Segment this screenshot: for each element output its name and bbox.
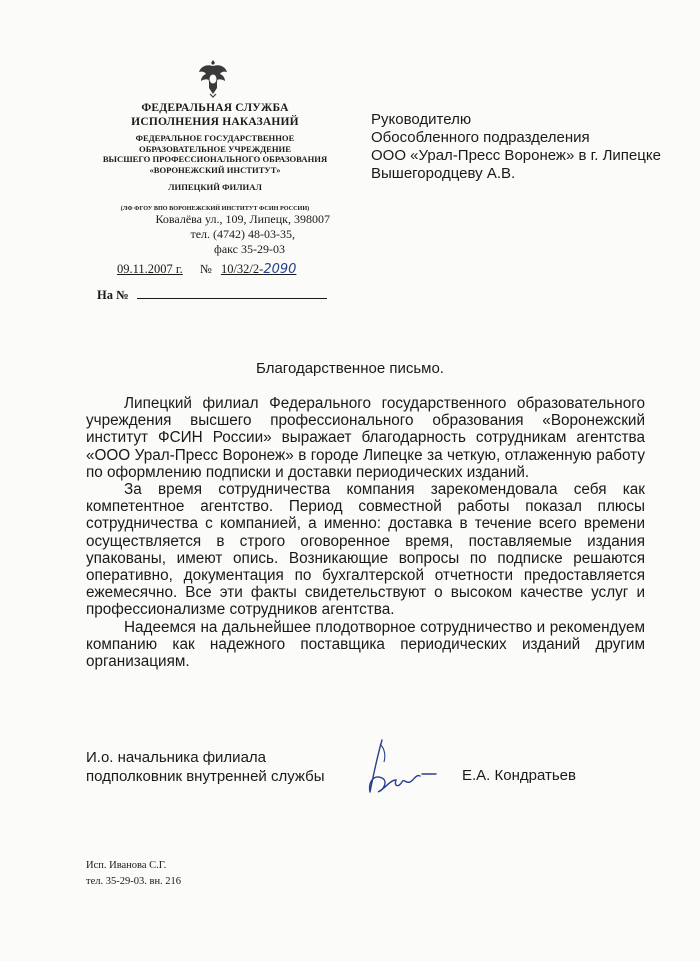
executor-phone: тел. 35-29-03. вн. 216 [86, 876, 182, 887]
addressee-line: Руководителю [371, 111, 472, 128]
addressee-block [371, 111, 661, 183]
letter-body [86, 395, 645, 670]
body-paragraph: Надеемся на дальнейшее плодотворное сотрудничество и рекомендуем компанию как надежного поставщика периодических изданий другим организациям. [86, 618, 645, 671]
body-paragraph: Липецкий филиал Федерального государственного образовательного учреждения высшего профессионального образования «Воронежский институт ФСИН России» выражает благодарность сотрудникам агентства «ООО Урал-Пресс Воронеж» в городе Липецке за четкую, отлаженную работу по оформлению подписки и доставки периодических изданий. [86, 395, 645, 481]
registration-line [103, 262, 296, 277]
branch-abbreviation: (ЛФ ФГОУ ВПО ВОРОНЕЖСКИЙ ИНСТИТУТ ФСИН РОССИИ) [120, 205, 310, 212]
phone-line: тел. (4742) 48-03-35, [190, 227, 295, 241]
executor-name: Исп. Иванова С.Г. [86, 860, 167, 871]
signatory-position: И.о. начальника филиала подполковник внутренней службы [86, 749, 325, 785]
letter-title: Благодарственное письмо. [256, 360, 444, 377]
addressee-line: Вышегородцеву А.В. [371, 165, 516, 182]
letter-date: 09.11.2007 г. [117, 262, 183, 276]
reply-to-blank [137, 287, 327, 299]
address-line: Ковалёва ул., 109, Липецк, 398007 [155, 212, 330, 226]
signatory-name: Е.А. Кондратьев [462, 767, 576, 784]
handwritten-signature [360, 734, 440, 804]
letter-number: 10/32/2- [220, 262, 264, 276]
addressee-line: ООО «Урал-Пресс Воронеж» в г. Липецке [371, 147, 661, 164]
handwritten-number: 2090 [263, 262, 297, 277]
addressee-line: Обособленного подразделения [371, 129, 590, 146]
reply-to-line [97, 287, 327, 303]
number-label: № [199, 262, 212, 276]
institution-name: ФЕДЕРАЛЬНОЕ ГОСУДАРСТВЕННОЕ ОБРАЗОВАТЕЛЬНОЕ УЧРЕЖДЕНИЕ ВЫСШЕГО ПРОФЕССИОНАЛЬНОГО ОБРАЗОВАНИЯ «ВОРОНЕЖСКИЙ ИНСТИТУТ» [102, 133, 328, 175]
executor-info [86, 858, 181, 890]
body-paragraph: За время сотрудничества компания зарекомендовала себя как компетентное агентство. Период совместной работы показал плюсы сотрудничества с компанией, а именно: доставка в течение всего времени осуществляется в строго оговоренное время, поставляемые издания упакованы, имеют опись. Возникающие вопросы по подписке решаются оперативно, документация по бухгалтерской отчетности предоставляется ежемесячно. Все эти факты свидетельствуют о высоком качестве услуг и профессионализме сотрудников агентства. [86, 481, 645, 619]
service-name: ФЕДЕРАЛЬНАЯ СЛУЖБА ИСПОЛНЕНИЯ НАКАЗАНИЙ [131, 102, 299, 128]
branch-name: ЛИПЕЦКИЙ ФИЛИАЛ [168, 182, 262, 192]
reply-to-label: На № [97, 288, 129, 302]
branch-address [100, 212, 350, 257]
fax-line: факс 35-29-03 [214, 242, 285, 256]
double-headed-eagle-icon [197, 58, 229, 98]
